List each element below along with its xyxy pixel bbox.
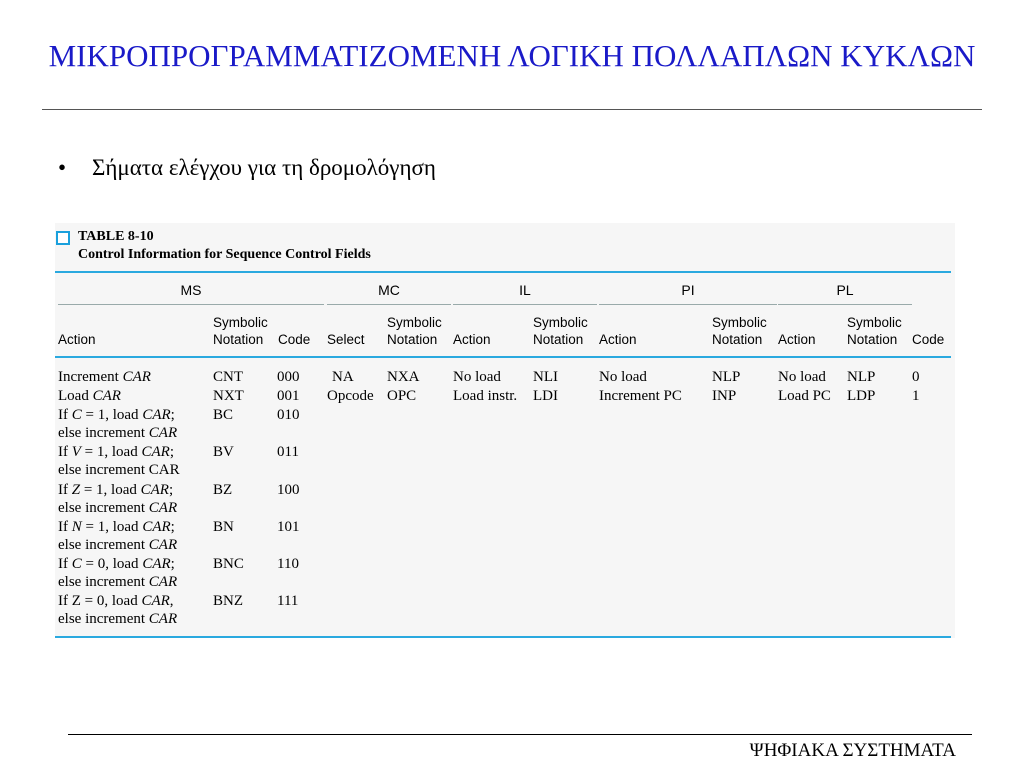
col-header-pl-action: Action: [778, 332, 816, 347]
group-header-pi: PI: [681, 282, 695, 298]
bullet-item: [58, 155, 436, 181]
table-figure: [55, 223, 955, 638]
ms-sym-7: BNZ: [213, 593, 243, 609]
pl-sym-1: LDP: [847, 388, 876, 404]
il-action-0: No load: [453, 369, 501, 385]
mc-sym-1: OPC: [387, 388, 417, 404]
ms-sym-2: BC: [213, 407, 234, 423]
ms-code-7: 111: [277, 593, 299, 609]
pl-action-1: Load PC: [778, 388, 831, 404]
col-header-pl-sym-2: Notation: [847, 332, 898, 347]
pi-sym-1: INP: [712, 388, 737, 404]
ms-code-3: 011: [277, 444, 299, 460]
pi-sym-0: NLP: [712, 369, 741, 385]
col-header-ms-sym-1: Symbolic: [213, 315, 268, 330]
table-caption: Control Information for Sequence Control Fields: [78, 247, 371, 262]
pl-sym-0: NLP: [847, 369, 876, 385]
bullet-symbol: •: [58, 155, 67, 180]
group-header-mc: MC: [378, 282, 400, 298]
ms-code-0: 000: [277, 369, 300, 385]
footer-text: ΨΗΦΙΑΚΑ ΣΥΣΤΗΜΑΤΑ: [749, 740, 956, 761]
mc-select-0: NA: [332, 369, 354, 385]
ms-action-cont-5: else increment CAR: [58, 537, 178, 553]
ms-action-4: If Z = 1, load CAR;: [58, 482, 174, 498]
col-header-pl-code: Code: [912, 332, 945, 347]
col-header-ms-code: Code: [278, 332, 311, 347]
ms-action-1: Load CAR: [58, 388, 121, 404]
group-header-il: IL: [519, 282, 531, 298]
group-rule-ms: [58, 304, 324, 305]
group-rule-pl: [778, 304, 912, 305]
table-top-rule: [55, 271, 951, 273]
ms-action-cont-6: else increment CAR: [58, 574, 178, 590]
table-number: TABLE 8-10: [78, 229, 154, 244]
il-sym-0: NLI: [533, 369, 558, 385]
title-divider: [42, 109, 982, 110]
ms-action-6: If C = 0, load CAR;: [58, 556, 175, 572]
ms-code-5: 101: [277, 519, 300, 535]
il-action-1: Load instr.: [453, 388, 518, 404]
col-header-il-sym-1: Symbolic: [533, 315, 588, 330]
il-sym-1: LDI: [533, 388, 558, 404]
group-rule-pi: [599, 304, 777, 305]
col-header-mc-sym-1: Symbolic: [387, 315, 442, 330]
ms-sym-3: BV: [213, 444, 234, 460]
pl-code-1: 1: [912, 388, 920, 404]
ms-sym-6: BNC: [213, 556, 244, 572]
group-header-ms: MS: [180, 282, 202, 298]
ms-sym-1: NXT: [213, 388, 244, 404]
mc-select-1: Opcode: [327, 388, 374, 404]
col-header-pi-sym-1: Symbolic: [712, 315, 767, 330]
header-bottom-rule: [55, 356, 951, 358]
table-bottom-rule: [55, 636, 951, 638]
group-rule-il: [453, 304, 597, 305]
col-header-mc-sym-2: Notation: [387, 332, 438, 347]
pl-action-0: No load: [778, 369, 826, 385]
ms-action-2: If C = 1, load CAR;: [58, 407, 175, 423]
col-header-il-action: Action: [453, 332, 491, 347]
col-header-pi-sym-2: Notation: [712, 332, 763, 347]
ms-action-5: If N = 1, load CAR;: [58, 519, 175, 535]
ms-action-cont-4: else increment CAR: [58, 500, 178, 516]
slide-title: ΜΙΚΡΟΠΡΟΓΡΑΜΜΑΤΙΖΟΜΕΝΗ ΛΟΓΙΚΗ ΠΟΛΛΑΠΛΩΝ ΚΥΚΛΩΝ: [48, 38, 976, 73]
ms-action-0: Increment CAR: [58, 369, 151, 385]
pi-action-0: No load: [599, 369, 647, 385]
col-header-ms-action: Action: [58, 332, 96, 347]
ms-sym-4: BZ: [213, 482, 233, 498]
col-header-il-sym-2: Notation: [533, 332, 584, 347]
pl-code-0: 0: [912, 369, 920, 385]
footer-divider: [68, 734, 972, 735]
ms-code-6: 110: [277, 556, 299, 572]
col-header-pl-sym-1: Symbolic: [847, 315, 902, 330]
col-header-mc-select: Select: [327, 332, 365, 347]
group-rule-mc: [327, 304, 451, 305]
ms-action-3: If V = 1, load CAR;: [58, 444, 174, 460]
ms-action-cont-7: else increment CAR: [58, 611, 178, 627]
mc-sym-0: NXA: [387, 369, 420, 385]
ms-code-1: 001: [277, 388, 300, 404]
ms-code-4: 100: [277, 482, 300, 498]
ms-action-cont-3: else increment CAR: [58, 462, 180, 478]
ms-code-2: 010: [277, 407, 300, 423]
group-header-pl: PL: [836, 282, 854, 298]
pi-action-1: Increment PC: [599, 388, 682, 404]
bullet-text: Σήματα ελέγχου για τη δρομολόγηση: [92, 155, 436, 180]
ms-sym-0: CNT: [213, 369, 243, 385]
col-header-ms-sym-2: Notation: [213, 332, 264, 347]
ms-action-cont-2: else increment CAR: [58, 425, 178, 441]
col-header-pi-action: Action: [599, 332, 637, 347]
ms-action-7: If Z = 0, load CAR,: [58, 593, 174, 609]
square-bullet-icon: [56, 231, 70, 245]
ms-sym-5: BN: [213, 519, 234, 535]
